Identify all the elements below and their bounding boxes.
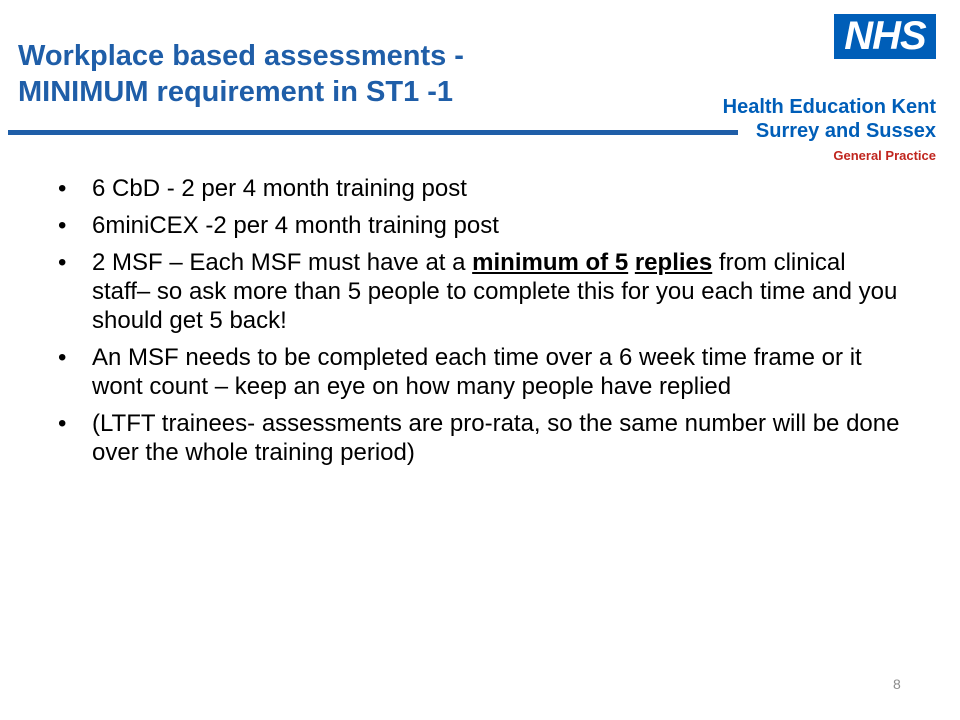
- org-line-1: Health Education Kent: [722, 96, 936, 118]
- bullet-list: [58, 174, 908, 475]
- bullet-text: (LTFT trainees- assessments are pro-rata, so the same number will be done over the whole training period): [92, 410, 900, 466]
- bullet-item: [58, 343, 908, 401]
- bullet-dot: •: [58, 175, 67, 202]
- bullet-text: An MSF needs to be completed each time over a 6 week time frame or it wont count – keep an eye on how many people have replied: [92, 344, 862, 400]
- bullet-text-start: 2 MSF – Each MSF must have at a: [92, 249, 473, 276]
- bullet-item: [58, 248, 908, 335]
- bullet-dot: •: [58, 344, 67, 371]
- title-line-1: Workplace based assessments -: [18, 40, 464, 72]
- page-number: 8: [893, 676, 901, 692]
- emphasis-minimum: minimum of 5: [472, 249, 629, 276]
- slide-title: [18, 38, 718, 110]
- bullet-dot: •: [58, 410, 67, 437]
- bullet-dot: •: [58, 249, 67, 276]
- bullet-item: [58, 174, 908, 203]
- title-line-2: MINIMUM requirement in ST1 -1: [18, 76, 454, 108]
- nhs-logo: NHS: [834, 14, 936, 59]
- bullet-text: 6 CbD - 2 per 4 month training post: [92, 175, 467, 202]
- bullet-item: [58, 211, 908, 240]
- bullet-text: 6miniCEX -2 per 4 month training post: [92, 212, 499, 239]
- bullet-dot: •: [58, 212, 67, 239]
- bullet-text-end: from clinical staff– so ask more than 5 people to complete this for you each time and you should get 5 back!: [92, 249, 898, 334]
- emphasis-replies: replies: [634, 249, 713, 276]
- title-underline: [8, 130, 738, 135]
- organisation-name: [723, 95, 936, 143]
- bullet-item: [58, 409, 908, 467]
- department-label: General Practice: [833, 148, 936, 163]
- org-line-2: Surrey and Sussex: [755, 120, 936, 142]
